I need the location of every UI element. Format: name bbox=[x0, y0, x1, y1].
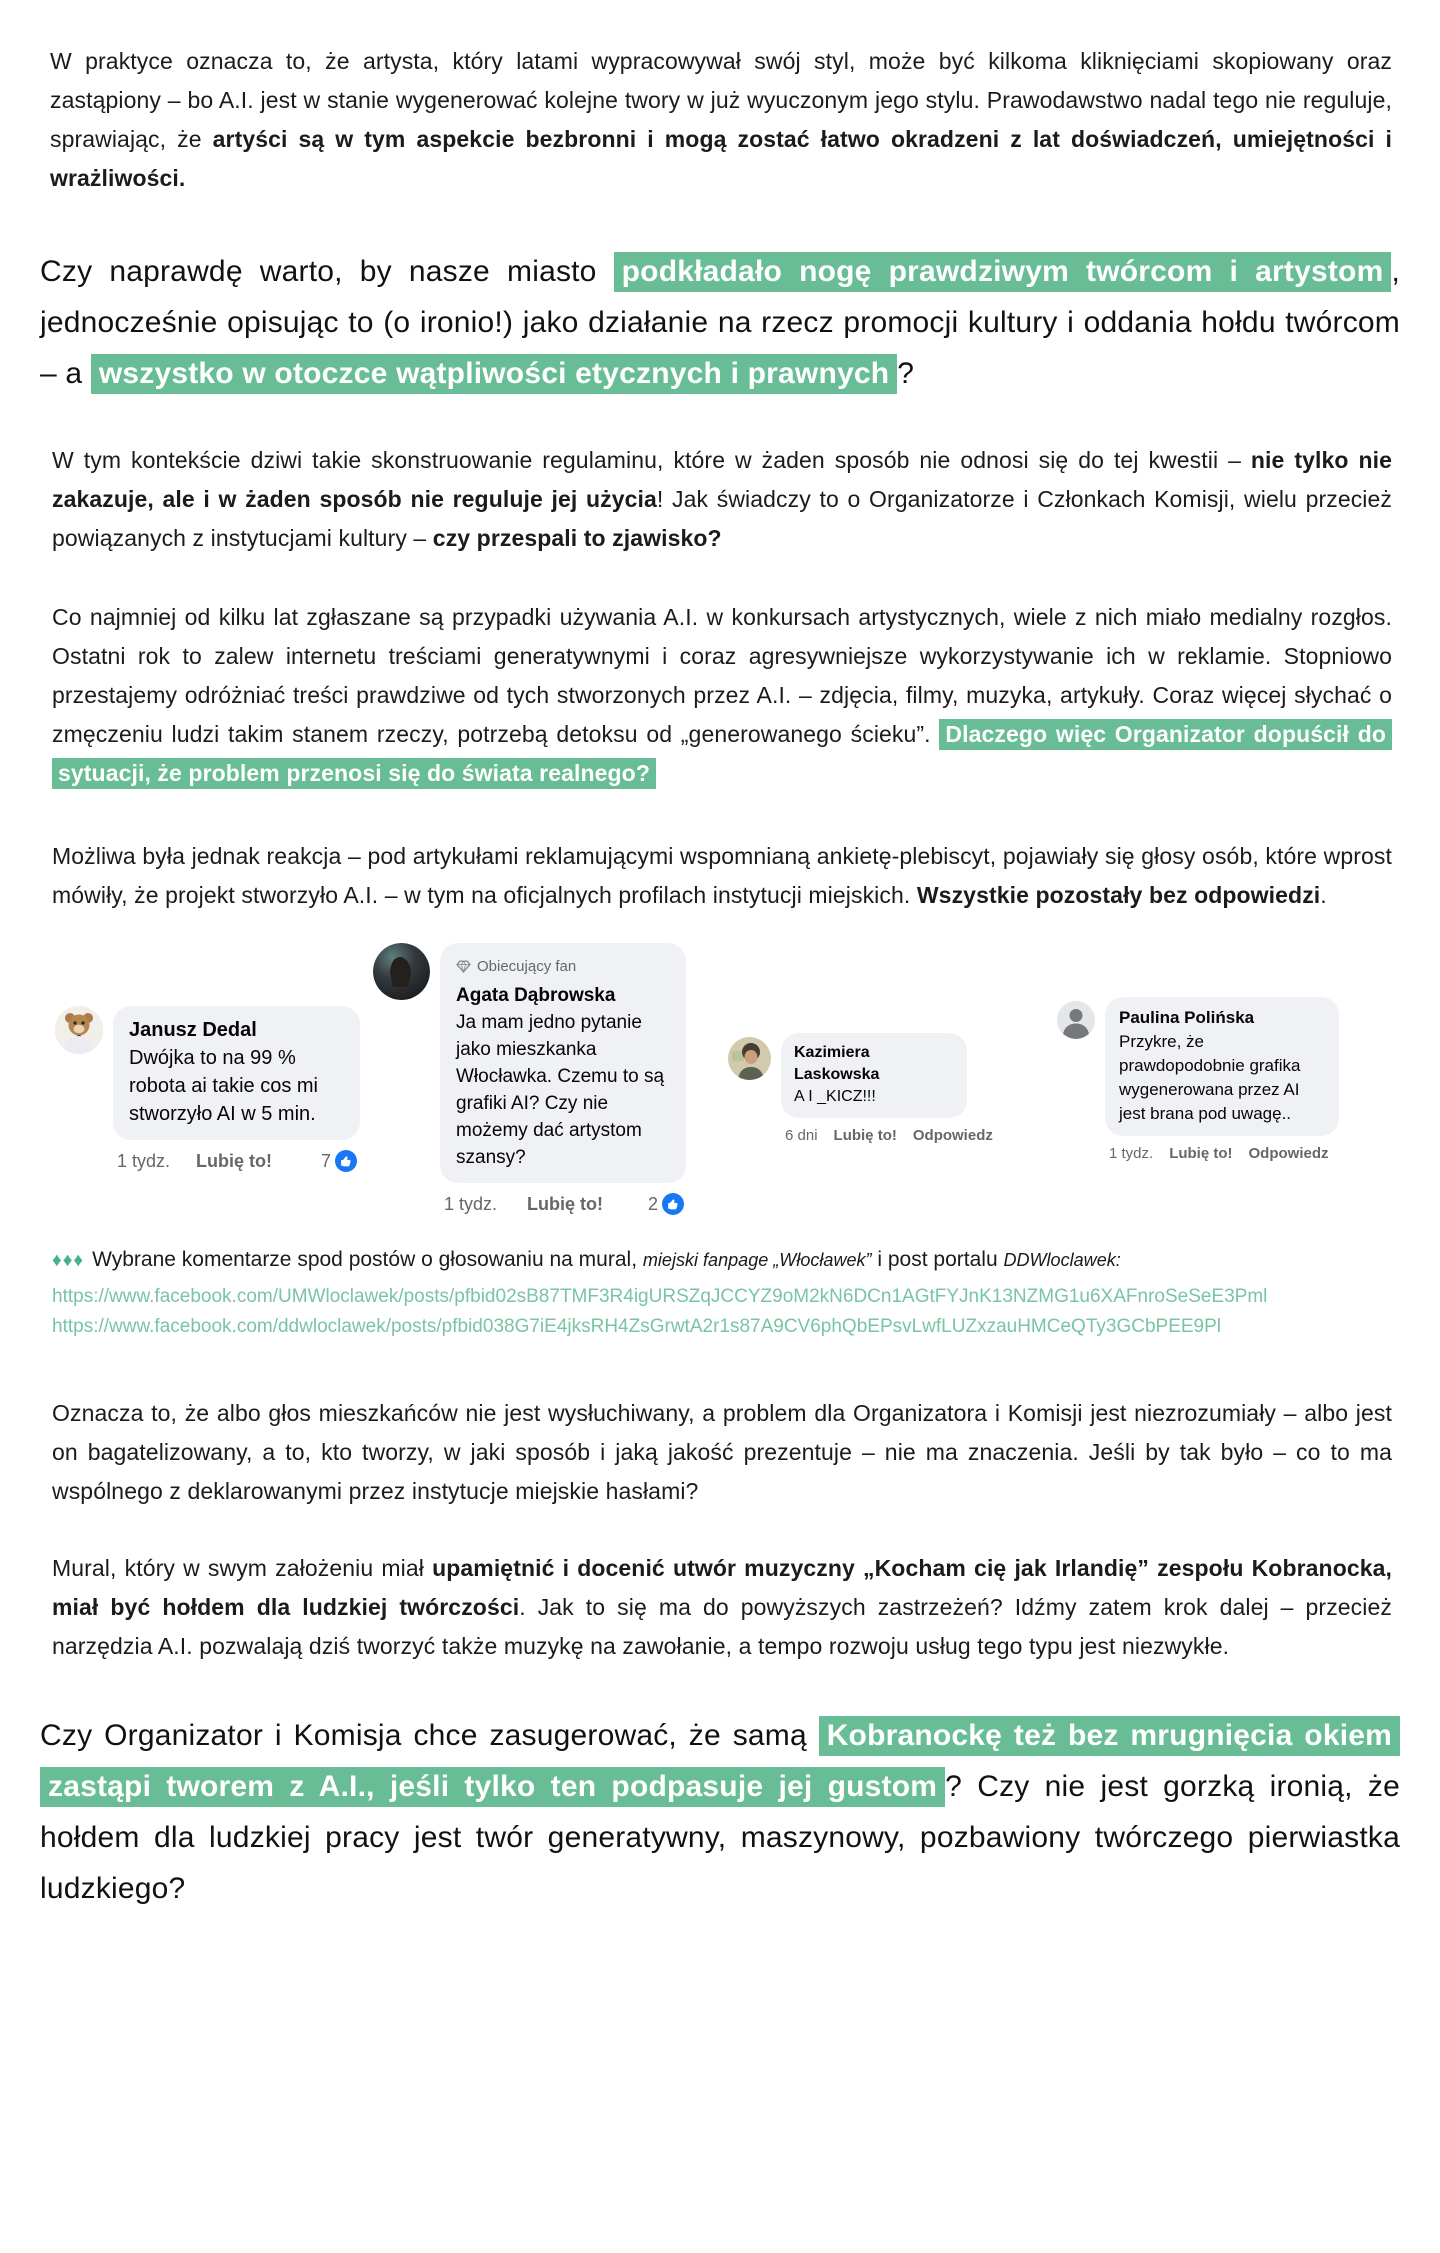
paragraph-mural: Mural, który w swym założeniu miał upamiętnić i docenić utwór muzyczny „Kocham cię jak Irlandię” zespołu Kobranocka, miał być hołdem dla ludzkiej twórczości. Jak to się ma do powyższych zastrzeżeń? Idźmy zatem krok dalej – przecież narzędzia A.I. pozwalają dziś tworzyć także muzykę na zawołanie, a tempo rozwoju usług tego typu jest niezwykłe. bbox=[52, 1555, 1393, 1659]
facebook-link-ddwloclawek[interactable]: https://www.facebook.com/ddwloclawek/posts/pfbid038G7iE4jksRH4ZsGrwtA2r1s87A9CV6phQbEPsvLwfLUZxzauHMCeQTy3GCbPEE9Pl bbox=[52, 1316, 1222, 1337]
avatar-teddy-bear bbox=[55, 1006, 103, 1054]
comment-bubble bbox=[781, 1033, 967, 1118]
paragraph-intro: W praktyce oznacza to, że artysta, który latami wypracowywał swój styl, może być kilkoma kliknięciami skopiowany oraz zastąpiony – bo A.I. jest w stanie wygenerować kolejne twory w już wyuczonym jego stylu. Prawodawstwo nadal tego nie reguluje, sprawiając, że artyści są w tym aspekcie bezbronni i mogą zostać łatwo okradzeni z lat doświadczeń, umiejętności i wrażliwości. bbox=[50, 48, 1392, 191]
like-button[interactable]: Lubię to! bbox=[1169, 1145, 1233, 1162]
paragraph-reaction: Możliwa była jednak reakcja – pod artykułami reklamującymi wspomnianą ankietę-plebiscyt, pojawiały się głosy osób, które wprost mówiły, że projekt stworzyło A.I. – w tym na oficjalnych profilach instytucji miejskich. Wszystkie pozostały bez odpowiedzi. bbox=[52, 843, 1392, 908]
comment-bubble bbox=[440, 943, 686, 1183]
comment-text: A I _KICZ!!! bbox=[794, 1088, 876, 1105]
comment-author: Paulina Polińska bbox=[1119, 1008, 1255, 1027]
comments-caption bbox=[52, 1245, 1400, 1276]
reply-button[interactable]: Odpowiedz bbox=[1248, 1145, 1329, 1162]
reply-button[interactable]: Odpowiedz bbox=[912, 1127, 993, 1144]
comment-author: Agata Dąbrowska bbox=[456, 985, 616, 1006]
avatar-portrait-elderly bbox=[728, 1037, 771, 1080]
paragraph-ai-cases: Co najmniej od kilku lat zgłaszane są przypadki używania A.I. w konkursach artystycznych, wiele z nich miało medialny rozgłos. Ostatni rok to zalew internetu treściami generatywnymi i coraz agresywniejsze wykorzystywanie ich w reklamie. Stopniowo przestajemy odróżniać treści prawdziwe od tych stworzonych przez A.I. – zdjęcia, filmy, muzyka, artykuły. Coraz więcej słychać o zmęczeniu ludzi takim stanem rzeczy, potrzebą detoksu od „generowanego ścieku”. Dlaczego więc Organizator dopuścił do sytuacji, że problem przenosi się do świata realnego? bbox=[52, 598, 1392, 793]
comment-footer bbox=[1105, 1145, 1339, 1162]
thumbs-up-icon[interactable] bbox=[662, 1193, 684, 1215]
heading-kobranocka-question: Czy Organizator i Komisja chce zasugerować, że samą Kobranockę też bez mrugnięcia okiem zastąpi tworem z A.I., jeśli tylko ten podpasuje jej gustom ? Czy nie jest gorzką ironią, że hołdem dla ludzkiej pracy jest twór generatywny, maszynowy, pozbawiony twórczego pierwiastka ludzkiego? bbox=[40, 1710, 1400, 1914]
comment-time: 6 dni bbox=[785, 1127, 818, 1144]
like-button[interactable]: Lubię to! bbox=[527, 1193, 604, 1214]
comment-text: Ja mam jedno pytanie jako mieszkanka Włocławka. Czemu to są grafiki AI? Czy nie możemy dać artystom szansy? bbox=[456, 1012, 665, 1168]
caption-text: Wybrane komentarze spod postów o głosowaniu na mural, miejski fanpage „Włocławek” i post portalu DDWloclawek: bbox=[92, 1248, 1121, 1271]
comment-card bbox=[373, 943, 686, 1215]
comment-text: Dwójka to na 99 % robota ai takie cos mi stworzyło AI w 5 min. bbox=[129, 1047, 318, 1125]
paragraph-regulations: W tym kontekście dziwi takie skonstruowanie regulaminu, które w żaden sposób nie odnosi się do tej kwestii – nie tylko nie zakazuje, ale i w żaden sposób nie reguluje jej użycia! Jak świadczy to o Organizatorze i Członkach Komisji, wielu przecież powiązanych z instytucjami kultury – czy przespali to zjawisko? bbox=[52, 447, 1393, 551]
comment-card bbox=[55, 1006, 360, 1172]
comment-time: 1 tydz. bbox=[444, 1193, 498, 1214]
comment-author: Kazimiera Laskowska bbox=[794, 1044, 880, 1083]
source-links bbox=[52, 1282, 1400, 1342]
comment-card bbox=[1057, 997, 1339, 1162]
comment-time: 1 tydz. bbox=[1109, 1145, 1154, 1162]
like-button[interactable]: Lubię to! bbox=[196, 1150, 273, 1171]
comment-text: Przykre, że prawdopodobnie grafika wygenerowana przez AI jest brana pod uwagę.. bbox=[1119, 1032, 1301, 1123]
gem-badge-icon bbox=[456, 960, 471, 973]
like-count: 2 bbox=[647, 1193, 658, 1214]
paragraph-meaning: Oznacza to, że albo głos mieszkańców nie jest wysłuchiwany, a problem dla Organizatora i Komisji jest niezrozumiały – albo jest on bagatelizowany, a to, kto tworzy, w jaki sposób i jaką jakość prezentuje – nie ma znaczenia. Jeśli by tak było – co to ma wspólnego z deklarowanymi przez instytucje miejskie hasłami? bbox=[52, 1400, 1392, 1504]
comment-bubble bbox=[1105, 997, 1339, 1136]
comment-time: 1 tydz. bbox=[117, 1150, 171, 1171]
comment-bubble bbox=[113, 1006, 360, 1140]
facebook-link-umwloclawek[interactable]: https://www.facebook.com/UMWloclawek/posts/pfbid02sB87TMF3R4igURSZqJCCYZ9oM2kN6DCn1AGtFYJnK13NZMG1u6XAFnroSeSeE3Pml bbox=[52, 1286, 1268, 1307]
heading-city-question: Czy naprawdę warto, by nasze miasto podkładało nogę prawdziwym twórcom i artystom , jednocześnie opisując to (o ironio!) jako działanie na rzecz promocji kultury i oddania hołdu twórcom – a wszystko w otoczce wątpliwości etycznych i prawnych ? bbox=[40, 246, 1400, 399]
comment-footer bbox=[781, 1127, 993, 1144]
diamond-bullets-icon: ♦♦♦ bbox=[52, 1250, 85, 1271]
avatar-portrait-dark bbox=[373, 943, 430, 1000]
comment-card bbox=[728, 1033, 993, 1144]
like-button[interactable]: Lubię to! bbox=[833, 1127, 897, 1144]
thumbs-up-icon[interactable] bbox=[335, 1150, 357, 1172]
fan-badge-label: Obiecujący fan bbox=[477, 958, 577, 975]
comment-author: Janusz Dedal bbox=[129, 1019, 257, 1041]
comment-footer bbox=[113, 1150, 357, 1172]
like-count: 7 bbox=[320, 1150, 331, 1171]
comment-footer bbox=[440, 1193, 684, 1215]
fan-badge bbox=[456, 953, 670, 980]
facebook-comments-collage bbox=[40, 933, 1400, 1223]
default-avatar-icon bbox=[1057, 1001, 1095, 1039]
